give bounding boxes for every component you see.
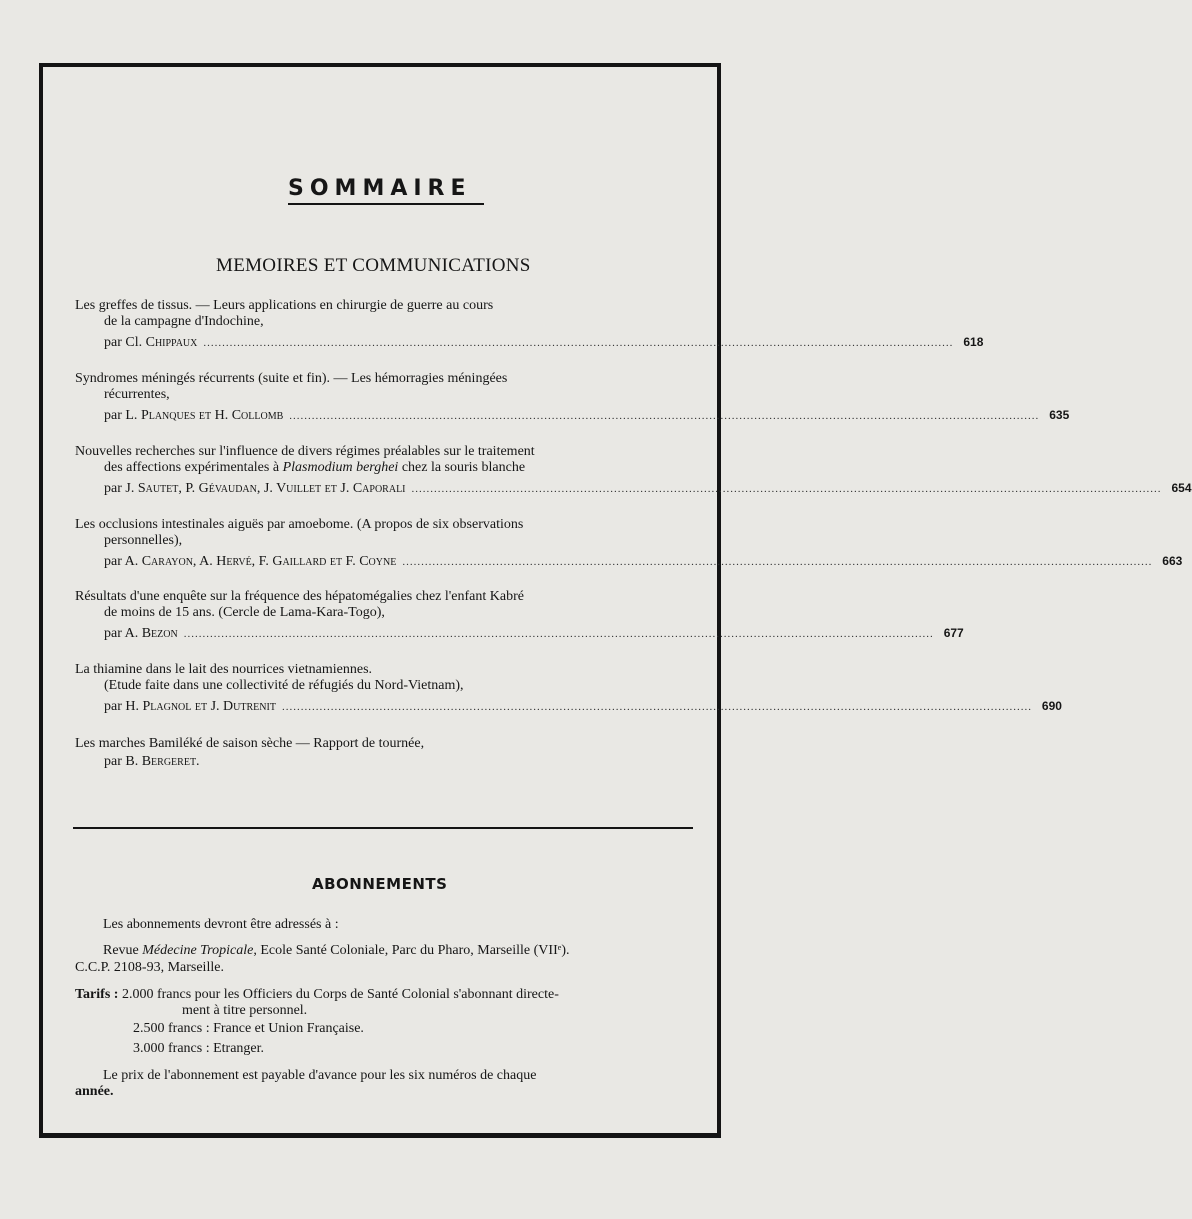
entry-title-line: récurrentes,: [104, 387, 170, 402]
entry-authors-row: [75, 553, 1183, 570]
dot-leader: ........................................................................................................................................................................................................: [411, 483, 1162, 495]
tarif-row: Tarifs : 2.000 francs pour les Officiers du Corps de Santé Colonial s'abonnant directe-: [75, 987, 559, 1002]
dot-leader: ........................................................................................................................................................................................................: [281, 701, 1032, 713]
sommaire-heading: SOMMAIRE: [288, 176, 472, 201]
entry-page-number: 654: [1171, 481, 1192, 495]
entry-title-line: La thiamine dans le lait des nourrices vietnamiennes.: [75, 662, 373, 677]
entry-title-line: de moins de 15 ans. (Cercle de Lama-Kara-Togo),: [104, 605, 385, 620]
entry-authors: par H. Plagnol et J. Dutrenit: [104, 699, 276, 714]
entry-title-line: Les greffes de tissus. — Leurs applications en chirurgie de guerre au cours: [75, 298, 494, 313]
toc-entry: [75, 371, 1070, 424]
tarif-row: 2.500 francs : France et Union Française.: [133, 1021, 364, 1036]
dot-leader: ........................................................................................................................................................................................................: [289, 410, 1040, 422]
entry-authors-row: [75, 334, 984, 351]
subscriptions-title: ABONNEMENTS: [312, 875, 448, 893]
payment-notice: Le prix de l'abonnement est payable d'avance pour les six numéros de chaque: [103, 1068, 537, 1083]
entry-title-line: des affections expérimentales à Plasmodium berghei chez la souris blanche: [104, 460, 526, 475]
toc-entry: [75, 736, 695, 770]
entry-page-number: 618: [963, 335, 984, 349]
section-title: MEMOIRES ET COMMUNICATIONS: [216, 255, 531, 276]
toc-entry: [75, 298, 984, 351]
entry-authors: par B. Bergeret.: [104, 754, 200, 769]
subscriptions-intro: Les abonnements devront être adressés à :: [103, 917, 339, 932]
entry-authors-row: [75, 407, 1070, 424]
entry-title-line: Les marches Bamiléké de saison sèche — Rapport de tournée,: [75, 736, 425, 751]
payment-notice-end: année.: [75, 1084, 114, 1099]
entry-title-line: Nouvelles recherches sur l'influence de divers régimes préalables sur le traitement: [75, 444, 535, 459]
entry-authors-row: [75, 480, 1192, 497]
entry-page-number: 690: [1041, 699, 1062, 713]
entry-authors-row: [75, 698, 1062, 715]
entry-title-line: de la campagne d'Indochine,: [104, 314, 264, 329]
dot-leader: ........................................................................................................................................................................................................: [203, 337, 954, 349]
entry-title-line: (Etude faite dans une collectivité de réfugiés du Nord-Vietnam),: [104, 678, 464, 693]
entry-title-line: Syndromes méningés récurrents (suite et fin). — Les hémorragies méningées: [75, 371, 508, 386]
entry-title-line: Les occlusions intestinales aiguës par amoebome. (A propos de six observations: [75, 517, 524, 532]
entry-page-number: 677: [943, 626, 964, 640]
dot-leader: ........................................................................................................................................................................................................: [183, 628, 934, 640]
subscriptions-address: Revue Médecine Tropicale, Ecole Santé Coloniale, Parc du Pharo, Marseille (VIIᵉ).: [103, 943, 570, 958]
entry-authors: par Cl. Chippaux: [104, 335, 198, 350]
entry-title-line: Résultats d'une enquête sur la fréquence des hépatomégalies chez l'enfant Kabré: [75, 589, 524, 604]
heading-underline: [288, 203, 484, 205]
entry-title-line: personnelles),: [104, 533, 183, 548]
toc-entry: [75, 589, 964, 642]
toc-entry: [75, 517, 1183, 570]
species-name: Plasmodium berghei: [282, 460, 399, 475]
subscriptions-ccp: C.C.P. 2108-93, Marseille.: [75, 960, 224, 975]
toc-entry: [75, 662, 1062, 715]
entry-authors-row: [75, 625, 964, 642]
section-divider: [73, 827, 693, 829]
journal-name: Médecine Tropicale: [142, 943, 254, 958]
entry-authors-row: [75, 754, 695, 770]
tarif-row: 3.000 francs : Etranger.: [133, 1041, 265, 1056]
entry-authors: par J. Sautet, P. Gévaudan, J. Vuillet et J. Caporali: [104, 481, 406, 496]
entry-authors: par A. Bezon: [104, 626, 178, 641]
dot-leader: ........................................................................................................................................................................................................: [402, 556, 1153, 568]
entry-authors: par A. Carayon, A. Hervé, F. Gaillard et F. Coyne: [104, 554, 397, 569]
tarifs-label: Tarifs :: [75, 987, 119, 1002]
tarif-row-continuation: ment à titre personnel.: [182, 1003, 308, 1018]
entry-authors: par L. Planques et H. Collomb: [104, 408, 284, 423]
entry-page-number: 635: [1049, 408, 1070, 422]
entry-page-number: 663: [1162, 554, 1183, 568]
toc-entry: [75, 444, 1192, 497]
